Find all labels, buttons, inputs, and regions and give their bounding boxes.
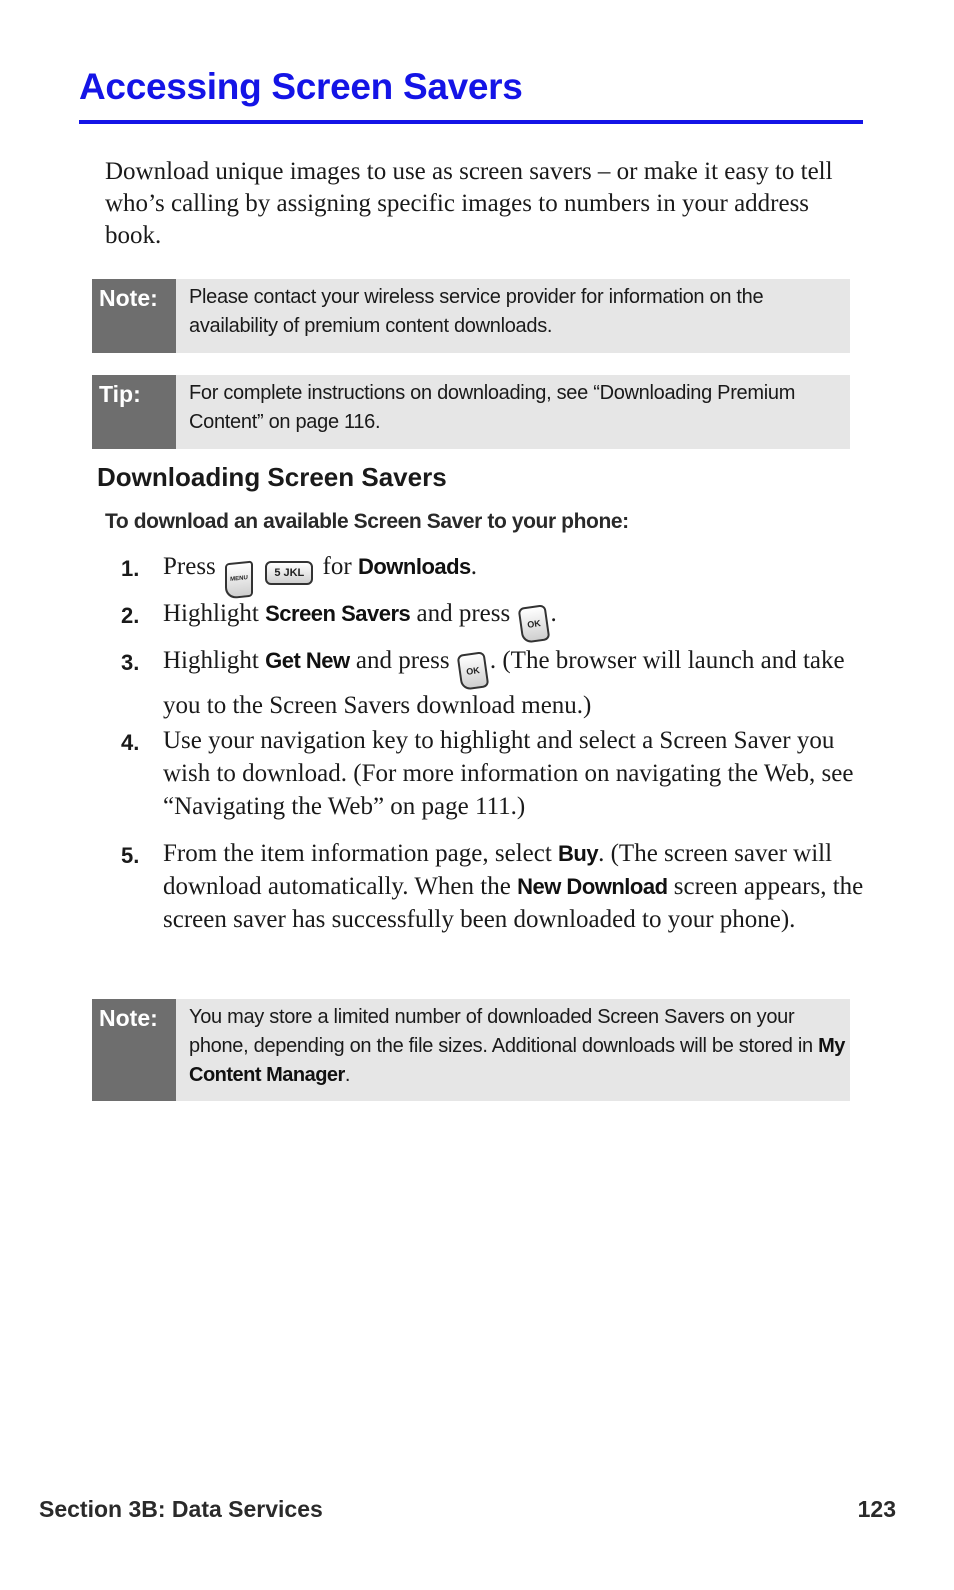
step-text (163, 550, 866, 598)
ui-term: New Download (517, 874, 668, 899)
step-text-part: Press (163, 553, 216, 580)
menu-key-icon: MENU (225, 561, 253, 600)
title-rule (79, 120, 863, 124)
step-text-part: From the item information page, select (163, 840, 552, 867)
step-number: 2. (121, 603, 140, 628)
ok-key-icon: OK (517, 604, 550, 644)
ok-key-icon: OK (456, 651, 489, 691)
step-text (163, 597, 866, 642)
step-number: 3. (121, 650, 140, 675)
step-text-part: . (550, 600, 557, 627)
step-text: Use your navigation key to highlight and select a Screen Saver you wish to download. (For more information on navigating the Web, see “Navigating the Web” on page 111.) (163, 727, 854, 820)
tip-text: For complete instructions on downloading, see “Downloading Premium Content” on page 116. (189, 382, 796, 433)
note-text-part: . (344, 1064, 351, 1086)
ui-term: My Content Manager (189, 1035, 845, 1086)
procedure-lead: To download an available Screen Saver to your phone: (105, 510, 629, 533)
note-callout-2 (92, 999, 850, 1101)
footer-section: Section 3B: Data Services (39, 1496, 323, 1522)
step-text-part: and press (355, 647, 450, 674)
step-text-part: screen appears, the screen saver has successfully been downloaded to your phone). (163, 873, 864, 933)
step-text-part: . (470, 553, 478, 580)
step-text-part: . (The browser will launch and take you to the Screen Savers download menu.) (163, 647, 845, 719)
step-text (163, 837, 866, 936)
step-2 (121, 597, 866, 642)
step-number: 4. (121, 730, 140, 755)
note-callout-1 (92, 279, 850, 353)
step-1 (121, 550, 866, 598)
ui-term: Buy (558, 841, 599, 866)
intro-paragraph: Download unique images to use as screen savers – or make it easy to tell who’s calling by assigning specific images to numbers in your address book. (105, 158, 833, 249)
tip-label: Tip: (92, 375, 176, 449)
note-text-part: You may store a limited number of downloaded Screen Savers on your phone, depending on the file sizes. Additional downloads will be stored in (189, 1006, 813, 1057)
step-number: 1. (121, 556, 140, 581)
ui-term: Screen Savers (265, 601, 411, 626)
step-3 (121, 644, 866, 722)
footer-page-number: 123 (857, 1496, 896, 1522)
ui-term: Downloads (357, 554, 471, 579)
step-text-part: . (The screen saver will download automatically. When the (163, 840, 833, 900)
section-heading: Downloading Screen Savers (97, 462, 447, 492)
note-text: Please contact your wireless service provider for information on the availability of premium content downloads. (189, 286, 764, 337)
step-text-part: Highlight (163, 647, 259, 674)
step-text-part: and press (416, 600, 511, 627)
ui-term: Get New (265, 648, 350, 673)
step-number: 5. (121, 843, 140, 868)
step-text (163, 644, 866, 722)
note-label: Note: (92, 279, 176, 353)
step-4 (121, 724, 866, 823)
page-title: Accessing Screen Savers (79, 66, 523, 107)
five-key-icon: 5 JKL (265, 561, 313, 585)
step-5 (121, 837, 866, 936)
note-text (176, 999, 850, 1101)
note-label: Note: (92, 999, 176, 1101)
step-text-part: Highlight (163, 600, 259, 627)
tip-callout (92, 375, 850, 449)
step-text-part: for (322, 553, 352, 580)
